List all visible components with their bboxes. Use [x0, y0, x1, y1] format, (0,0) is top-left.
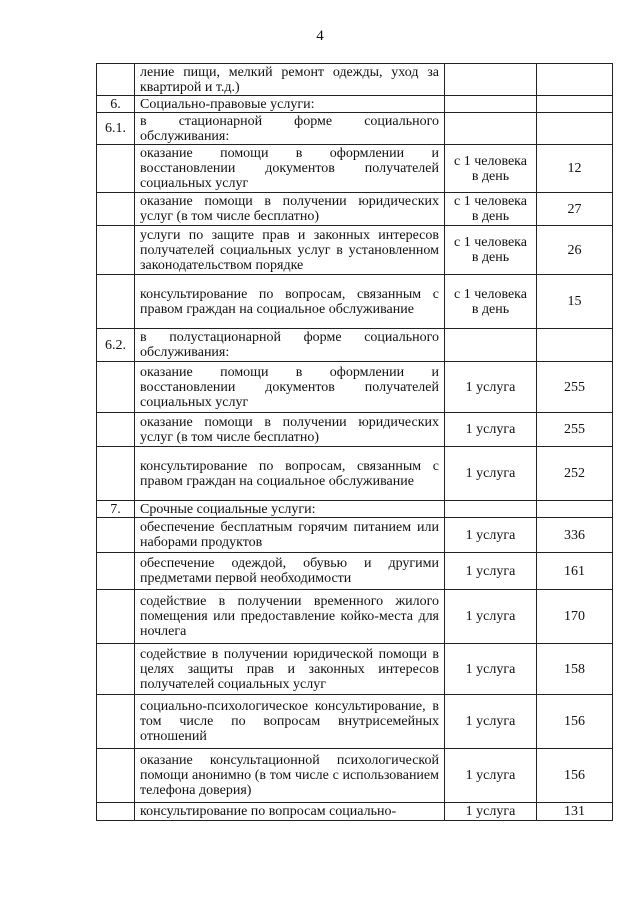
service-description: социально-психологическое консультирование, в том числе по вопросам внутрисемейных отношений [135, 695, 445, 749]
row-number [97, 226, 135, 275]
service-description: оказание помощи в получении юридических услуг (в том числе бесплатно) [135, 193, 445, 226]
tariff-value: 131 [537, 803, 613, 821]
page-number: 4 [316, 28, 324, 44]
tariff-value [537, 329, 613, 362]
table-row [97, 413, 613, 447]
unit-of-measure: 1 услуга [445, 749, 537, 803]
unit-of-measure [445, 64, 537, 96]
service-description: Социально-правовые услуги: [135, 96, 445, 113]
table-row [97, 553, 613, 590]
row-number [97, 590, 135, 644]
row-number [97, 695, 135, 749]
table-row [97, 695, 613, 749]
tariff-value: 27 [537, 193, 613, 226]
table-row [97, 803, 613, 821]
table-row [97, 329, 613, 362]
tariff-value: 26 [537, 226, 613, 275]
table-row [97, 590, 613, 644]
unit-of-measure: 1 услуга [445, 695, 537, 749]
unit-of-measure: 1 услуга [445, 803, 537, 821]
table-row [97, 644, 613, 695]
unit-of-measure: с 1 человека в день [445, 226, 537, 275]
unit-of-measure: 1 услуга [445, 553, 537, 590]
unit-of-measure [445, 113, 537, 145]
service-description: обеспечение бесплатным горячим питанием или наборами продуктов [135, 518, 445, 553]
tariff-value [537, 113, 613, 145]
service-description: оказание помощи в оформлении и восстановлении документов получателей социальных услуг [135, 362, 445, 413]
row-number [97, 145, 135, 193]
unit-of-measure: 1 услуга [445, 447, 537, 501]
row-number [97, 553, 135, 590]
unit-of-measure: 1 услуга [445, 518, 537, 553]
table-row [97, 64, 613, 96]
tariff-value: 255 [537, 413, 613, 447]
row-number: 7. [97, 501, 135, 518]
tariff-value: 336 [537, 518, 613, 553]
tariff-value: 170 [537, 590, 613, 644]
table-row [97, 749, 613, 803]
unit-of-measure: 1 услуга [445, 362, 537, 413]
row-number [97, 644, 135, 695]
table-row [97, 145, 613, 193]
row-number [97, 803, 135, 821]
tariff-value: 156 [537, 695, 613, 749]
unit-of-measure: с 1 человека в день [445, 193, 537, 226]
table-row [97, 362, 613, 413]
unit-of-measure [445, 501, 537, 518]
row-number: 6.2. [97, 329, 135, 362]
service-description: содействие в получении юридической помощи в целях защиты прав и законных интересов получателей социальных услуг [135, 644, 445, 695]
table-row [97, 447, 613, 501]
tariff-value [537, 501, 613, 518]
tariff-value: 255 [537, 362, 613, 413]
unit-of-measure: с 1 человека в день [445, 145, 537, 193]
row-number: 6. [97, 96, 135, 113]
row-number [97, 362, 135, 413]
unit-of-measure: с 1 человека в день [445, 275, 537, 329]
service-description: консультирование по вопросам, связанным с правом граждан на социальное обслуживание [135, 447, 445, 501]
service-description: консультирование по вопросам социально- [135, 803, 445, 821]
row-number [97, 413, 135, 447]
tariff-value: 12 [537, 145, 613, 193]
table-row [97, 226, 613, 275]
row-number: 6.1. [97, 113, 135, 145]
service-description: содействие в получении временного жилого помещения или предоставление койко-места для ночлега [135, 590, 445, 644]
tariff-value: 156 [537, 749, 613, 803]
service-description: Срочные социальные услуги: [135, 501, 445, 518]
service-description: оказание консультационной психологической помощи анонимно (в том числе с использованием телефона доверия) [135, 749, 445, 803]
table-row [97, 518, 613, 553]
row-number [97, 447, 135, 501]
tariff-value [537, 64, 613, 96]
row-number [97, 193, 135, 226]
tariff-value: 161 [537, 553, 613, 590]
row-number [97, 275, 135, 329]
table-row [97, 113, 613, 145]
unit-of-measure: 1 услуга [445, 413, 537, 447]
service-description: услуги по защите прав и законных интересов получателей социальных услуг в установленном законодательством порядке [135, 226, 445, 275]
service-description: оказание помощи в получении юридических услуг (в том числе бесплатно) [135, 413, 445, 447]
tariff-value: 158 [537, 644, 613, 695]
table-row [97, 275, 613, 329]
section-row [97, 96, 613, 113]
row-number [97, 64, 135, 96]
service-description: оказание помощи в оформлении и восстановлении документов получателей социальных услуг [135, 145, 445, 193]
service-description: ление пищи, мелкий ремонт одежды, уход за квартирой и т.д.) [135, 64, 445, 96]
unit-of-measure: 1 услуга [445, 644, 537, 695]
service-description: обеспечение одеждой, обувью и другими предметами первой необходимости [135, 553, 445, 590]
unit-of-measure [445, 329, 537, 362]
service-description: в полустационарной форме социального обслуживания: [135, 329, 445, 362]
unit-of-measure: 1 услуга [445, 590, 537, 644]
tariff-value: 252 [537, 447, 613, 501]
tariff-value [537, 96, 613, 113]
unit-of-measure [445, 96, 537, 113]
row-number [97, 518, 135, 553]
tariff-value: 15 [537, 275, 613, 329]
service-description: консультирование по вопросам, связанным с правом граждан на социальное обслуживание [135, 275, 445, 329]
table-row [97, 193, 613, 226]
row-number [97, 749, 135, 803]
section-row [97, 501, 613, 518]
service-description: в стационарной форме социального обслуживания: [135, 113, 445, 145]
tariff-table [96, 63, 613, 821]
